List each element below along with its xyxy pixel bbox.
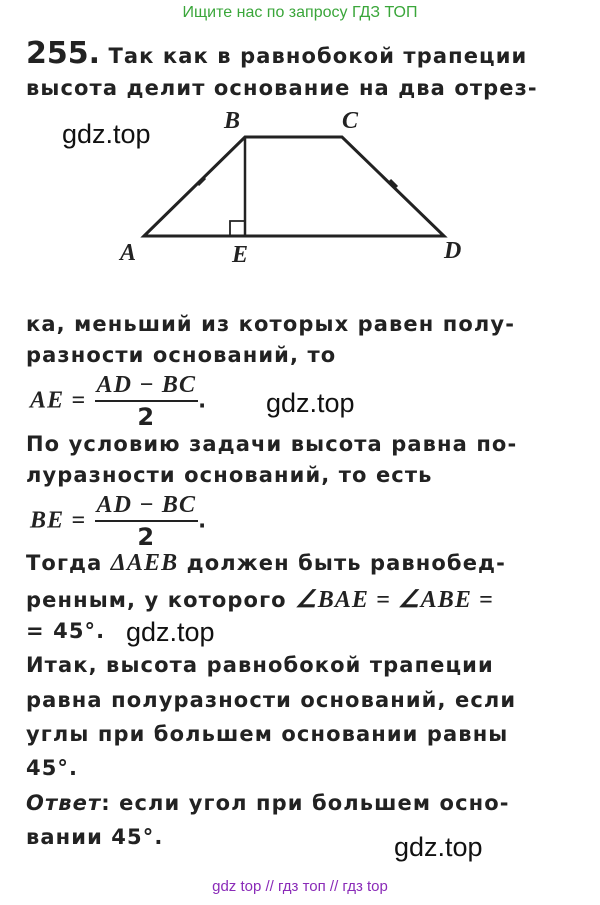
formula-ae-lhs: AE = xyxy=(30,387,87,414)
text-line-15: вании 45°. xyxy=(26,825,164,849)
problem-number: 255. xyxy=(26,36,101,71)
formula-ae-numerator: AD − BC xyxy=(95,372,199,402)
text-line-10: Итак, высота равнобокой трапеции xyxy=(26,653,494,677)
trapezoid-figure xyxy=(110,100,470,270)
watermark-3: gdz.top xyxy=(126,617,215,647)
text-line-7 xyxy=(26,550,506,577)
line-8-start: ренным, у которого xyxy=(26,588,296,612)
formula-be-numerator: AD − BC xyxy=(95,492,199,522)
trapezoid-abcd xyxy=(144,137,444,236)
line-1-text: Так как в равнобокой трапеции xyxy=(108,44,528,68)
text-line-2: высота делит основание на два отрез- xyxy=(26,76,538,100)
watermark-4: gdz.top xyxy=(394,832,483,862)
formula-ae-denominator: 2 xyxy=(137,403,156,431)
label-b: B xyxy=(224,108,241,134)
watermark-1: gdz.top xyxy=(62,119,151,149)
formula-be-end: . xyxy=(198,508,208,533)
label-d: D xyxy=(444,238,462,264)
footer-links[interactable]: gdz top // гдз топ // гдз top xyxy=(212,878,388,895)
text-line-6: луразности оснований, то есть xyxy=(26,463,433,487)
text-line-14 xyxy=(26,791,510,815)
search-hint-link[interactable]: Ищите нас по запросу ГДЗ ТОП xyxy=(182,4,418,21)
line-7-start: Тогда xyxy=(26,551,111,575)
formula-ae-end: . xyxy=(198,388,208,413)
right-angle-mark xyxy=(230,221,245,236)
text-line-11: равна полуразности оснований, если xyxy=(26,688,517,712)
formula-ae-fraction xyxy=(95,372,199,431)
angle-equality: ∠BAE = ∠ABE = xyxy=(295,587,494,613)
label-a: A xyxy=(120,240,137,266)
text-line-3: ка, меньший из которых равен полу- xyxy=(26,312,516,336)
text-line-9: = 45°. xyxy=(26,619,106,643)
text-line-5: По условию задачи высота равна по- xyxy=(26,432,518,456)
text-line-12: углы при большем основании равны xyxy=(26,722,509,746)
text-line-4: разности оснований, то xyxy=(26,343,337,367)
text-line-13: 45°. xyxy=(26,756,79,780)
triangle-aeb: ΔAEB xyxy=(110,550,179,576)
formula-be xyxy=(30,492,207,551)
label-c: C xyxy=(342,108,359,134)
watermark-2: gdz.top xyxy=(266,388,355,418)
formula-be-lhs: BE = xyxy=(30,507,87,534)
formula-be-denominator: 2 xyxy=(137,523,156,551)
text-line-1 xyxy=(26,36,527,71)
answer-label: Ответ xyxy=(26,791,102,815)
label-e: E xyxy=(232,242,249,268)
formula-ae xyxy=(30,372,207,431)
formula-be-fraction xyxy=(95,492,199,551)
line-14-text: : если угол при большем осно- xyxy=(101,791,510,815)
text-line-8 xyxy=(26,585,494,614)
line-7-end: должен быть равнобед- xyxy=(178,551,506,575)
